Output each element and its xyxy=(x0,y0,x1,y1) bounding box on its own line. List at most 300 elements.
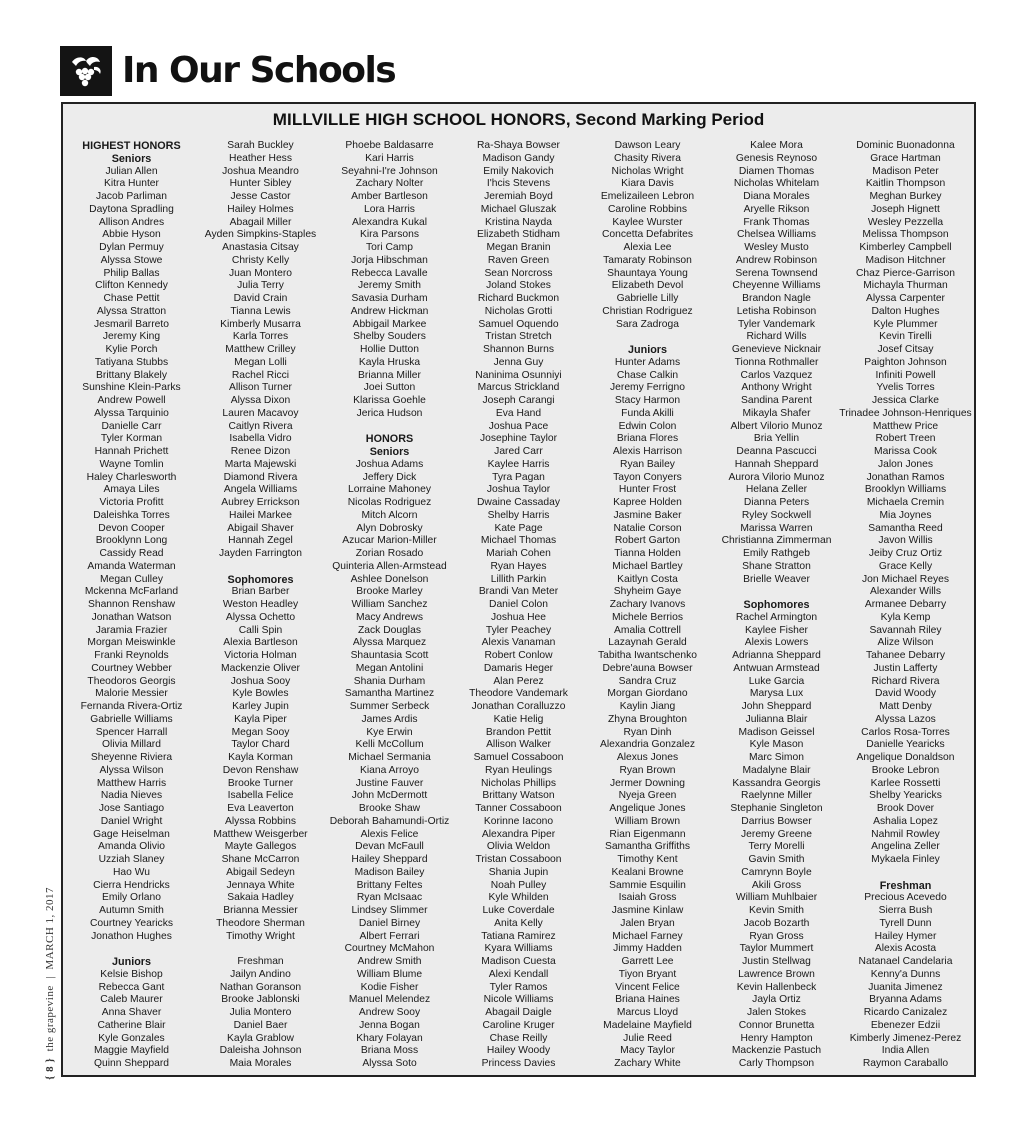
student-name: Daniel Colon xyxy=(489,599,548,610)
student-name: Lillith Parkin xyxy=(490,573,547,585)
student-name: Madalyne Blair xyxy=(742,764,811,776)
student-name: Mikayla Shafer xyxy=(742,407,811,419)
student-name: Robert Garton xyxy=(614,535,681,547)
student-name: Brianna Miller xyxy=(358,369,421,381)
student-name: Justin Lafferty xyxy=(873,662,938,674)
student-name: Victoria Holman xyxy=(224,650,297,661)
student-name: Diamond Rivera xyxy=(223,471,298,483)
student-name: Tyler Ramos xyxy=(489,981,548,993)
student-name: Melissa Thompson xyxy=(862,229,949,241)
student-name: Angelique Jones xyxy=(609,803,686,814)
student-name: Kaylee Wurster xyxy=(612,216,683,228)
student-name: Seyahni-I're Johnson xyxy=(341,165,438,177)
student-name: Kassandra Georgis xyxy=(732,777,821,789)
category-heading: Juniors xyxy=(112,956,151,968)
student-name: Tristan Cossaboon xyxy=(475,854,562,865)
student-name: Andrew Sooy xyxy=(358,1007,421,1018)
student-name: Andrew Powell xyxy=(97,395,166,406)
student-name: Lazaynah Gerald xyxy=(608,637,687,649)
student-name: Angelique Donaldson xyxy=(856,752,955,763)
student-name: Mckenna McFarland xyxy=(84,586,179,598)
student-name: Deanna Pascucci xyxy=(736,446,817,457)
name-column xyxy=(67,140,196,1071)
spacer xyxy=(130,943,133,956)
student-name: Genesis Reynoso xyxy=(735,152,818,164)
student-name: Daniel Baer xyxy=(233,1019,288,1031)
student-name: Ryan Dinh xyxy=(623,726,672,738)
student-name: Joland Stokes xyxy=(486,280,551,292)
student-name: Kaylee Fisher xyxy=(745,624,808,636)
student-name: Mykaela Finley xyxy=(871,854,940,865)
student-name: Kevin Tirelli xyxy=(879,331,932,343)
student-name: Quinn Sheppard xyxy=(94,1058,169,1069)
student-name: Alyssa Ochetto xyxy=(225,611,296,623)
student-name: Alyssa Stratton xyxy=(96,305,167,317)
student-name: Marissa Cook xyxy=(874,446,937,457)
student-name: Marcus Strickland xyxy=(477,382,560,394)
student-name: Jaramia Frazier xyxy=(95,624,168,636)
student-name: Brielle Weaver xyxy=(743,573,810,585)
student-name: Rebecca Lavalle xyxy=(351,267,428,279)
student-name: Karley Jupin xyxy=(232,701,289,712)
student-name: Alexi Kendall xyxy=(488,968,549,980)
category-heading: Seniors xyxy=(369,446,410,458)
student-name: Clifton Kennedy xyxy=(95,280,168,292)
student-name: Grace Kelly xyxy=(878,560,933,572)
student-name: Morgan Meiswinkle xyxy=(87,637,176,649)
student-name: Katie Helig xyxy=(493,713,544,725)
student-name: Kelli McCollum xyxy=(355,739,424,751)
student-name: Megan Branin xyxy=(486,242,551,253)
student-name: Tahanee Debarry xyxy=(866,650,945,661)
student-name: Michael Sermania xyxy=(348,752,431,763)
student-name: Allison Andres xyxy=(98,216,165,228)
student-name: Antwuan Armstead xyxy=(733,662,820,674)
student-name: Cheyenne Williams xyxy=(732,280,821,292)
student-name: Matthew Weisgerber xyxy=(213,828,308,840)
student-name: Andrew Smith xyxy=(357,956,422,967)
student-name: Kiara Davis xyxy=(621,178,674,190)
category-heading: Sophomores xyxy=(227,573,294,586)
student-name: Emily Orlano xyxy=(102,892,161,904)
student-name: Manuel Melendez xyxy=(348,994,431,1006)
student-name: Chase Reilly xyxy=(489,1032,548,1044)
student-name: Hollie Dutton xyxy=(360,344,419,355)
student-name: Angelina Zeller xyxy=(871,841,940,853)
student-name: Joshua Pace xyxy=(488,420,549,432)
student-name: Nyeja Green xyxy=(618,790,677,802)
student-name: Ryley Sockwell xyxy=(741,509,812,521)
student-name: Malorie Messier xyxy=(95,688,168,700)
student-name: Madison Peter xyxy=(872,165,939,177)
student-name: Noah Pulley xyxy=(490,879,547,891)
student-name: Jon Michael Reyes xyxy=(862,573,949,585)
student-name: Javon Willis xyxy=(878,535,933,547)
student-name: Sakaia Hadley xyxy=(227,892,294,904)
student-name: Kyle Gonzales xyxy=(98,1032,165,1044)
student-name: Nicolas Rodriguez xyxy=(347,497,432,508)
student-name: Summer Serbeck xyxy=(349,701,430,712)
student-name: Kate Page xyxy=(494,522,543,534)
student-name: Dawson Leary xyxy=(614,140,681,151)
student-name: Brooke Jablonski xyxy=(221,994,300,1006)
student-name: Sara Zadroga xyxy=(616,318,679,330)
student-name: Kelsie Bishop xyxy=(100,968,163,980)
student-name: Kristina Nayda xyxy=(485,216,552,228)
student-name: Jermer Downing xyxy=(610,777,685,789)
student-name: Princess Davies xyxy=(481,1058,556,1069)
student-name: Shauntaya Young xyxy=(607,267,688,279)
student-name: Ryan Bailey xyxy=(620,458,675,470)
student-name: Sandina Parent xyxy=(741,395,812,406)
names-columns xyxy=(67,140,972,1071)
student-name: Alyssa Stowe xyxy=(100,254,163,266)
student-name: Philip Ballas xyxy=(103,267,160,279)
student-name: Nathan Goranson xyxy=(219,981,302,993)
student-name: Nahmil Rowley xyxy=(871,828,940,840)
student-name: Maggie Mayfield xyxy=(94,1045,169,1057)
student-name: Andrew Robinson xyxy=(735,254,818,266)
student-name: Cierra Hendricks xyxy=(93,879,170,891)
student-name: Hailey Sheppard xyxy=(351,854,428,865)
student-name: Abbie Hyson xyxy=(102,229,161,241)
student-name: Zorian Rosado xyxy=(355,548,424,559)
student-name: Jerica Hudson xyxy=(356,407,423,419)
student-name: Azucar Marion-Miller xyxy=(342,535,437,547)
student-name: Franki Reynolds xyxy=(94,650,169,661)
student-name: James Ardis xyxy=(361,713,418,725)
student-name: Briana Moss xyxy=(360,1045,419,1057)
student-name: Precious Acevedo xyxy=(864,892,947,904)
student-name: Eva Hand xyxy=(495,407,542,419)
student-name: Gavin Smith xyxy=(748,854,805,865)
category-heading: Sophomores xyxy=(743,599,810,611)
category-heading: HONORS xyxy=(365,433,414,446)
student-name: Justine Fauver xyxy=(355,777,424,789)
student-name: Fernanda Rivera-Ortiz xyxy=(80,701,183,712)
student-name: Tyler Peachey xyxy=(485,624,552,636)
student-name: Megan Sooy xyxy=(231,726,290,738)
student-name: Richard Rivera xyxy=(871,675,940,687)
student-name: Armanee Debarry xyxy=(864,599,947,610)
student-name: Alyssa Robbins xyxy=(225,815,296,827)
student-name: Brian Barber xyxy=(231,586,290,598)
student-name: Helana Zeller xyxy=(745,484,808,496)
student-name: Joshua Meandro xyxy=(222,165,299,177)
student-name: Vincent Felice xyxy=(615,981,680,993)
student-name: Sheyenne Riviera xyxy=(90,752,173,763)
student-name: Alyssa Soto xyxy=(362,1058,417,1069)
student-name: Alyssa Lazos xyxy=(875,713,936,725)
category-heading: Juniors xyxy=(628,344,667,356)
student-name: Brandon Pettit xyxy=(485,726,552,738)
student-name: Tyra Pagan xyxy=(492,471,545,483)
student-name: Timothy Wright xyxy=(226,930,295,942)
student-name: Korinne Iacono xyxy=(483,815,554,827)
student-name: Alexander Wills xyxy=(870,586,941,598)
student-name: Raelynne Miller xyxy=(741,790,812,802)
student-name: Jailyn Andino xyxy=(230,968,291,980)
section-header xyxy=(60,45,395,97)
student-name: Anna Shaver xyxy=(101,1007,162,1018)
student-name: Richard Wills xyxy=(746,331,807,343)
student-name: Savasia Durham xyxy=(351,293,428,304)
student-name: Freshman xyxy=(237,956,284,967)
student-name: Brooke Marley xyxy=(356,586,423,598)
student-name: Klarissa Goehle xyxy=(353,395,426,406)
student-name: Hailey Woody xyxy=(486,1045,551,1057)
student-name: Alyn Dobrosky xyxy=(356,522,423,534)
student-name: Morgan Giordano xyxy=(607,688,688,700)
student-name: Rachel Ricci xyxy=(231,369,290,381)
spacer xyxy=(904,867,907,880)
student-name: Joshua Sooy xyxy=(230,675,291,687)
category-heading: HIGHEST HONORS xyxy=(82,140,181,152)
student-name: Samantha Reed xyxy=(868,522,943,534)
student-name: Kayla Grablow xyxy=(227,1032,294,1044)
student-name: Jalon Jones xyxy=(878,458,933,470)
student-name: Danielle Carr xyxy=(101,420,162,432)
student-name: Cassidy Read xyxy=(99,548,164,559)
student-name: Courtney McMahon xyxy=(344,943,435,955)
student-name: Caitlyn Rivera xyxy=(228,420,293,432)
student-name: Grace Hartman xyxy=(870,152,941,164)
student-name: Edwin Colon xyxy=(618,420,677,432)
student-name: Henry Hampton xyxy=(740,1032,813,1044)
student-name: Kaitlyn Costa xyxy=(617,573,678,585)
student-name: Heather Hess xyxy=(229,152,292,164)
student-name: Brandi Van Meter xyxy=(478,586,559,598)
student-name: Kimberly Musarra xyxy=(220,318,301,330)
student-name: Jeremy Ferrigno xyxy=(610,382,685,394)
student-name: Mia Joynes xyxy=(879,509,932,521)
name-column xyxy=(712,140,841,1071)
student-name: Briana Flores xyxy=(616,433,679,445)
student-name: Olivia Weldon xyxy=(486,841,551,853)
student-name: Carly Thompson xyxy=(738,1058,815,1069)
student-name: Rebecca Gant xyxy=(98,981,165,993)
student-name: Caleb Maurer xyxy=(100,994,163,1006)
student-name: Dominic Buonadonna xyxy=(856,140,955,151)
student-name: Garrett Lee xyxy=(621,956,674,967)
student-name: Megan Antolini xyxy=(355,662,424,674)
student-name: Uzziah Slaney xyxy=(98,854,165,865)
student-name: Hunter Sibley xyxy=(229,178,292,190)
student-name: Christian Rodriguez xyxy=(602,305,693,317)
student-name: Jenna Guy xyxy=(493,356,544,368)
student-name: I'hcis Stevens xyxy=(486,178,551,190)
student-name: Nicole Williams xyxy=(483,994,554,1006)
student-name: Savannah Riley xyxy=(869,624,942,636)
student-name: Jeremy Greene xyxy=(741,828,812,840)
student-name: Gabrielle Williams xyxy=(90,713,173,725)
student-name: Sean Norcross xyxy=(484,267,553,279)
student-name: Infiniti Powell xyxy=(875,369,936,381)
student-name: Hailey Hymer xyxy=(874,930,937,942)
student-name: Theodore Sherman xyxy=(216,917,305,929)
student-name: Haley Charlesworth xyxy=(86,471,177,483)
student-name: Kyle Whilden xyxy=(488,892,549,904)
student-name: Marysa Lux xyxy=(749,688,804,700)
student-name: Sarah Buckley xyxy=(227,140,294,151)
student-name: Luke Garcia xyxy=(748,675,805,687)
student-name: Robert Treen xyxy=(875,433,936,445)
student-name: Theodoros Georgis xyxy=(87,675,176,687)
student-name: Alyssa Wilson xyxy=(99,764,164,776)
name-column xyxy=(454,140,583,1071)
student-name: Aryelle Rikson xyxy=(743,203,810,215)
student-name: Chelsea Williams xyxy=(737,229,816,241)
student-name: Christy Kelly xyxy=(231,254,290,266)
student-name: Jonathon Hughes xyxy=(91,930,172,942)
student-name: Abigail Shaver xyxy=(227,522,294,534)
student-name: Kalee Mora xyxy=(750,140,803,151)
student-name: Jayla Ortiz xyxy=(752,994,801,1006)
student-name: Timothy Kent xyxy=(617,854,678,865)
student-name: Zachary Ivanovs xyxy=(609,599,686,610)
student-name: Gabrielle Lilly xyxy=(616,293,679,304)
student-name: Courtney Webber xyxy=(91,662,172,674)
student-name: Jesse Castor xyxy=(230,191,291,202)
student-name: Justin Stellwag xyxy=(742,956,811,967)
student-name: Juan Montero xyxy=(229,267,292,279)
student-name: Chaz Pierce-Garrison xyxy=(856,267,955,279)
student-name: Zachary White xyxy=(614,1058,681,1069)
student-name: Nicholas Wright xyxy=(611,165,684,177)
student-name: Dalton Hughes xyxy=(871,305,940,317)
student-name: Trinadee Johnson-Henriques xyxy=(839,407,972,419)
student-name: Christianna Zimmerman xyxy=(721,535,832,547)
student-name: Kayla Korman xyxy=(228,752,293,763)
student-name: Kiana Arroyo xyxy=(360,764,419,776)
student-name: William Muhlbaier xyxy=(735,892,818,904)
student-name: Bryanna Adams xyxy=(869,994,942,1006)
student-name: Ryan Gross xyxy=(749,930,804,942)
student-name: Macy Taylor xyxy=(620,1045,675,1057)
student-name: Kevin Hallenbeck xyxy=(736,981,817,993)
student-name: Marc Simon xyxy=(749,752,804,763)
student-name: Ashlee Donelson xyxy=(350,573,429,585)
student-name: Alexis Acosta xyxy=(874,943,937,955)
student-name: Richard Buckmon xyxy=(477,293,560,304)
student-name: Ashalia Lopez xyxy=(873,815,938,827)
student-name: Sierra Bush xyxy=(878,905,933,916)
student-name: Isabella Vidro xyxy=(229,433,292,445)
student-name: Jacob Parliman xyxy=(96,191,167,202)
student-name: Kyla Kemp xyxy=(880,611,931,623)
page-footer xyxy=(44,887,56,1080)
student-name: Alyssa Tarquinio xyxy=(94,407,169,419)
student-name: Daytona Spradling xyxy=(89,203,174,215)
student-name: Frank Thomas xyxy=(743,216,810,228)
student-name: Weston Headley xyxy=(222,599,299,610)
student-name: Darrius Bowser xyxy=(741,815,812,827)
student-name: Tyler Vandemark xyxy=(737,318,816,330)
student-name: Jeremiah Boyd xyxy=(484,191,553,202)
spacer xyxy=(646,331,649,344)
student-name: Mayte Gallegos xyxy=(224,841,297,853)
student-name: Megan Lolli xyxy=(234,356,287,368)
student-name: Jennaya White xyxy=(226,879,295,891)
student-name: Catherine Blair xyxy=(97,1019,166,1031)
student-name: Hailei Markee xyxy=(229,509,292,521)
student-name: Carlos Rosa-Torres xyxy=(861,726,950,738)
student-name: Karla Torres xyxy=(232,331,289,343)
student-name: Matthew Crilley xyxy=(225,344,296,355)
student-name: Shane Stratton xyxy=(742,560,811,572)
student-name: Ryan Brown xyxy=(619,764,676,776)
page-number: { 8 } xyxy=(44,1057,56,1080)
student-name: Michele Berrios xyxy=(612,611,683,623)
student-name: Sunshine Klein-Parks xyxy=(82,382,181,394)
student-name: Brooklynn Long xyxy=(95,535,168,547)
student-name: Alexus Jones xyxy=(616,752,679,763)
student-name: Samantha Griffiths xyxy=(604,841,691,853)
student-name: Alexis Harrison xyxy=(612,446,683,457)
student-name: Alexandria Gonzalez xyxy=(599,739,695,751)
student-name: Albert Vilorio Munoz xyxy=(730,420,823,432)
student-name: Tristan Stretch xyxy=(485,331,552,343)
student-name: Kye Erwin xyxy=(366,726,413,738)
student-name: Carlos Vazquez xyxy=(740,369,813,381)
student-name: Brook Dover xyxy=(876,803,935,814)
student-name: Michael Bartley xyxy=(612,560,683,572)
student-name: Akili Gross xyxy=(751,879,802,891)
student-name: Julian Allen xyxy=(105,165,158,177)
student-name: Jose Santiago xyxy=(98,803,165,814)
student-name: Adrianna Sheppard xyxy=(732,650,821,661)
student-name: Zachary Nolter xyxy=(355,178,424,190)
student-name: Kimberley Campbell xyxy=(859,242,952,253)
student-name: Hannah Zegel xyxy=(228,535,293,547)
student-name: Abagail Daigle xyxy=(485,1007,552,1018)
student-name: Daniel Wright xyxy=(100,815,163,827)
student-name: Alexandra Piper xyxy=(481,828,556,840)
student-name: Chase Pettit xyxy=(103,293,160,304)
student-name: Rian Eigenmann xyxy=(609,828,686,840)
student-name: Renee Dizon xyxy=(230,446,291,457)
student-name: Brittany Watson xyxy=(482,790,555,802)
student-name: Marta Majewski xyxy=(224,458,297,470)
student-name: Tyler Korman xyxy=(100,433,163,445)
student-name: Lawrence Brown xyxy=(738,968,815,980)
student-name: Hailey Holmes xyxy=(227,203,294,215)
student-name: Naninima Osunniyi xyxy=(475,369,562,381)
student-name: Theodore Vandemark xyxy=(469,688,568,700)
student-name: Maia Morales xyxy=(229,1058,292,1069)
student-name: Shania Jupin xyxy=(488,866,549,878)
student-name: Dianna Peters xyxy=(743,497,810,508)
student-name: Abigail Sedeyn xyxy=(226,866,295,878)
student-name: Brooke Shaw xyxy=(358,803,421,814)
student-name: Diana Morales xyxy=(743,191,810,202)
student-name: Brianna Messier xyxy=(223,905,298,916)
spacer xyxy=(259,561,262,574)
student-name: Terry Morelli xyxy=(748,841,805,853)
student-name: Samuel Oquendo xyxy=(478,318,559,330)
footer-separator: | xyxy=(44,976,56,979)
grapevine-logo-icon xyxy=(60,46,112,96)
student-name: Michayla Thurman xyxy=(863,280,948,292)
student-name: Matthew Price xyxy=(872,420,939,432)
student-name: Zack Douglas xyxy=(358,624,421,636)
student-name: Ebenezer Edzii xyxy=(870,1019,941,1031)
student-name: Matthew Harris xyxy=(96,777,167,789)
student-name: Tiyon Bryant xyxy=(618,968,677,980)
student-name: Jeffery Dick xyxy=(362,471,417,483)
student-name: Julia Terry xyxy=(237,280,284,292)
student-name: Caroline Robbins xyxy=(608,203,687,215)
